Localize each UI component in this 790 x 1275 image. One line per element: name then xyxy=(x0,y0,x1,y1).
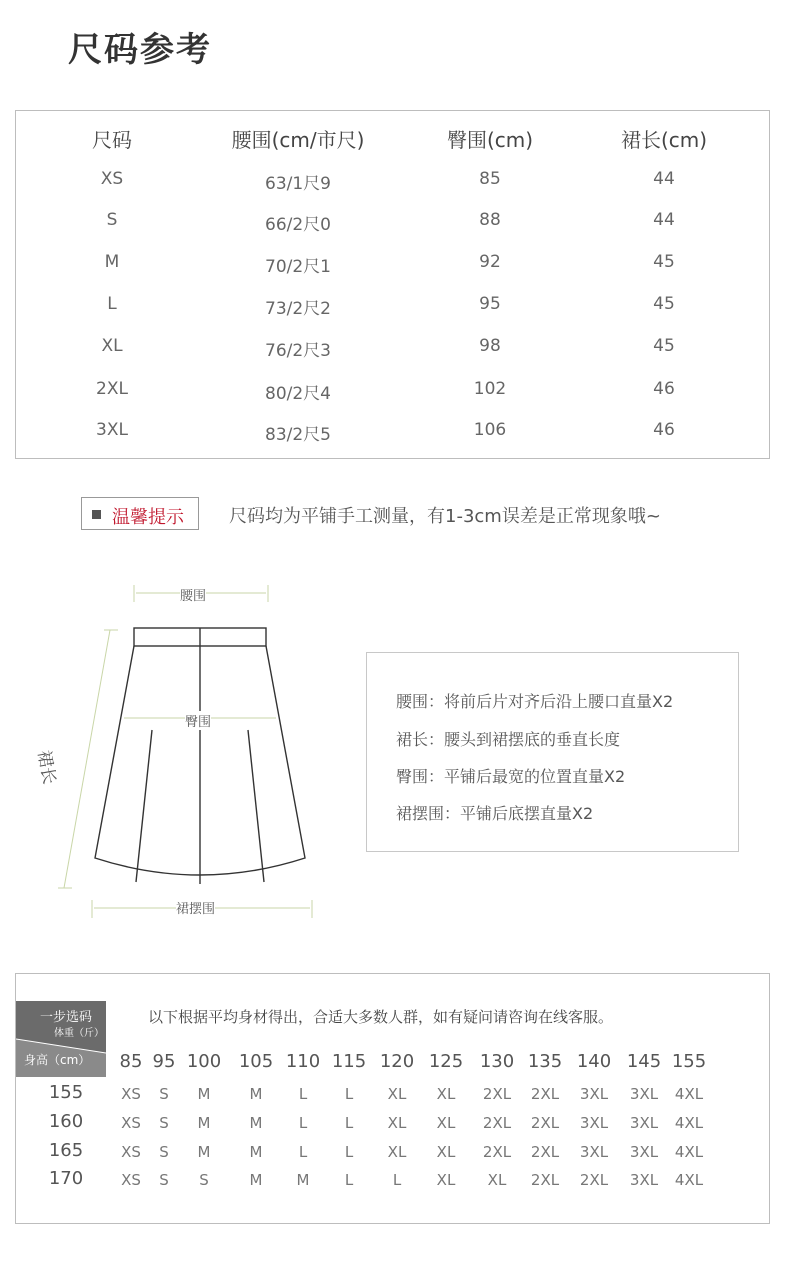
recommended-size-cell: 3XL xyxy=(579,1114,609,1132)
recommended-size-cell: 2XL xyxy=(530,1143,560,1161)
size-table-cell: 95 xyxy=(479,294,501,314)
recommended-size-cell: 2XL xyxy=(579,1171,609,1189)
recommended-size-cell: 2XL xyxy=(530,1114,560,1132)
recommended-size-cell: XS xyxy=(121,1114,141,1132)
recommended-size-cell: M xyxy=(296,1171,310,1189)
corner-top-label: 一步选码 xyxy=(40,1010,93,1025)
instruction-waist: 腰围：将前后片对齐后沿上腰口直量X2 xyxy=(396,692,674,711)
recommended-size-cell: S xyxy=(159,1171,169,1189)
weight-header: 85 xyxy=(119,1051,143,1072)
skirt-outline xyxy=(95,628,305,884)
recommended-size-cell: 4XL xyxy=(674,1143,704,1161)
weight-header: 145 xyxy=(626,1051,662,1072)
size-table-cell: XL xyxy=(101,336,123,356)
height-label: 155 xyxy=(48,1082,84,1103)
size-table-header: 臀围(cm) xyxy=(446,128,534,152)
size-table-cell: 45 xyxy=(653,252,675,272)
recommended-size-cell: 2XL xyxy=(530,1171,560,1189)
recommended-size-cell: XL xyxy=(436,1085,456,1103)
weight-header: 155 xyxy=(671,1051,707,1072)
weight-header: 95 xyxy=(152,1051,176,1072)
recommended-size-cell: 2XL xyxy=(482,1085,512,1103)
size-table-cell: 70/2尺1 xyxy=(265,257,331,277)
recommended-size-cell: M xyxy=(197,1143,211,1161)
recommended-size-cell: S xyxy=(199,1171,209,1189)
recommended-size-cell: XL xyxy=(436,1171,456,1189)
corner-height-label: 身高（cm） xyxy=(24,1053,91,1067)
recommended-size-cell: XS xyxy=(121,1171,141,1189)
weight-header: 125 xyxy=(428,1051,464,1072)
recommended-size-cell: M xyxy=(249,1143,263,1161)
size-table-cell: XS xyxy=(100,169,124,189)
recommended-size-cell: M xyxy=(197,1114,211,1132)
recommended-size-cell: 4XL xyxy=(674,1171,704,1189)
hip-label: 臀围 xyxy=(185,711,211,730)
recommended-size-cell: 3XL xyxy=(579,1143,609,1161)
size-table-cell: 44 xyxy=(653,210,675,230)
recommended-size-cell: 3XL xyxy=(629,1114,659,1132)
recommended-size-cell: M xyxy=(249,1171,263,1189)
recommended-size-cell: L xyxy=(344,1143,354,1161)
recommended-size-cell: 3XL xyxy=(629,1143,659,1161)
weight-header: 115 xyxy=(331,1051,367,1072)
recommended-size-cell: XL xyxy=(436,1143,456,1161)
instruction-length: 裙长：腰头到裙摆底的垂直长度 xyxy=(396,730,621,749)
recommended-size-cell: S xyxy=(159,1085,169,1103)
size-table xyxy=(15,110,770,459)
size-table-cell: 2XL xyxy=(96,379,128,399)
skirt-diagram xyxy=(40,570,340,930)
square-bullet-icon xyxy=(92,510,101,519)
size-table-header: 尺码 xyxy=(92,128,132,152)
weight-header: 110 xyxy=(285,1051,321,1072)
tip-text: 尺码均为平铺手工测量，有1-3cm误差是正常现象哦~ xyxy=(229,506,661,527)
recommended-size-cell: L xyxy=(344,1085,354,1103)
corner-weight-label: 体重（斤） xyxy=(54,1028,104,1039)
size-table-cell: 76/2尺3 xyxy=(265,341,331,361)
size-table-cell: 98 xyxy=(479,336,501,356)
size-table-header: 裙长(cm) xyxy=(620,128,708,152)
recommend-note: 以下根据平均身材得出，合适大多数人群，如有疑问请咨询在线客服。 xyxy=(148,1008,614,1026)
size-table-cell: 45 xyxy=(653,294,675,314)
length-label: 裙长 xyxy=(33,748,59,786)
size-table-cell: 3XL xyxy=(96,420,128,440)
recommended-size-cell: S xyxy=(159,1143,169,1161)
size-table-cell: 83/2尺5 xyxy=(265,425,331,445)
size-table-cell: 46 xyxy=(653,420,675,440)
size-table-cell: 102 xyxy=(473,379,507,399)
recommended-size-cell: L xyxy=(344,1171,354,1189)
size-table-cell: 66/2尺0 xyxy=(265,215,331,235)
weight-header: 140 xyxy=(576,1051,612,1072)
recommended-size-cell: L xyxy=(298,1114,308,1132)
recommended-size-cell: XL xyxy=(387,1143,407,1161)
measure-lines xyxy=(58,585,312,918)
size-table-cell: 92 xyxy=(479,252,501,272)
recommended-size-cell: 2XL xyxy=(482,1143,512,1161)
size-table-cell: S xyxy=(106,210,118,230)
recommended-size-cell: XS xyxy=(121,1085,141,1103)
recommended-size-cell: L xyxy=(344,1114,354,1132)
hem-label: 裙摆围 xyxy=(176,898,215,917)
size-recommendation-table xyxy=(15,973,770,1224)
height-label: 170 xyxy=(48,1168,84,1189)
size-table-cell: 45 xyxy=(653,336,675,356)
recommended-size-cell: XL xyxy=(387,1085,407,1103)
size-table-cell: 106 xyxy=(473,420,507,440)
size-table-cell: M xyxy=(104,252,120,272)
recommended-size-cell: XL xyxy=(387,1114,407,1132)
recommended-size-cell: 4XL xyxy=(674,1085,704,1103)
weight-header: 135 xyxy=(527,1051,563,1072)
instruction-hip: 臀围：平铺后最宽的位置直量X2 xyxy=(396,767,626,786)
size-table-cell: L xyxy=(107,294,117,314)
height-label: 160 xyxy=(48,1111,84,1132)
recommended-size-cell: 3XL xyxy=(629,1085,659,1103)
tip-label: 温馨提示 xyxy=(112,507,184,528)
recommended-size-cell: XL xyxy=(487,1171,507,1189)
recommended-size-cell: M xyxy=(197,1085,211,1103)
size-table-cell: 73/2尺2 xyxy=(265,299,331,319)
size-table-cell: 85 xyxy=(479,169,501,189)
height-label: 165 xyxy=(48,1140,84,1161)
size-table-cell: 44 xyxy=(653,169,675,189)
recommended-size-cell: M xyxy=(249,1114,263,1132)
recommended-size-cell: XS xyxy=(121,1143,141,1161)
page-title: 尺码参考 xyxy=(68,30,212,70)
recommended-size-cell: XL xyxy=(436,1114,456,1132)
recommended-size-cell: 2XL xyxy=(530,1085,560,1103)
weight-header: 130 xyxy=(479,1051,515,1072)
weight-header: 120 xyxy=(379,1051,415,1072)
weight-header: 105 xyxy=(238,1051,274,1072)
recommended-size-cell: M xyxy=(249,1085,263,1103)
instruction-hem: 裙摆围：平铺后底摆直量X2 xyxy=(396,804,594,823)
recommended-size-cell: S xyxy=(159,1114,169,1132)
recommended-size-cell: L xyxy=(392,1171,402,1189)
weight-header: 100 xyxy=(186,1051,222,1072)
recommended-size-cell: 3XL xyxy=(579,1085,609,1103)
size-table-cell: 88 xyxy=(479,210,501,230)
size-table-cell: 80/2尺4 xyxy=(265,384,331,404)
waist-label: 腰围 xyxy=(180,585,206,604)
recommended-size-cell: 4XL xyxy=(674,1114,704,1132)
recommended-size-cell: L xyxy=(298,1143,308,1161)
recommended-size-cell: 2XL xyxy=(482,1114,512,1132)
recommended-size-cell: 3XL xyxy=(629,1171,659,1189)
size-table-cell: 63/1尺9 xyxy=(265,174,331,194)
size-table-header: 腰围(cm/市尺) xyxy=(231,128,365,152)
tip-badge xyxy=(81,497,199,530)
size-table-cell: 46 xyxy=(653,379,675,399)
measure-instructions xyxy=(366,652,739,852)
recommended-size-cell: L xyxy=(298,1085,308,1103)
